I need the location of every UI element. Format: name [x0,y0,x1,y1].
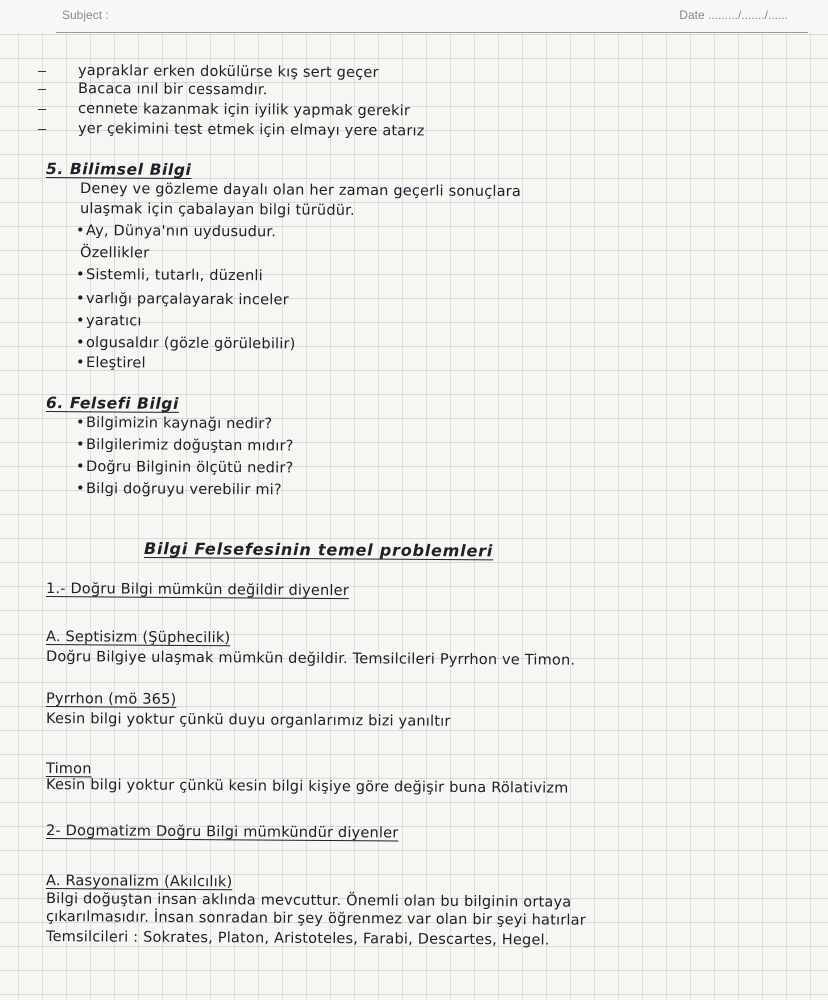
note-line: • yaratıcı [86,312,818,335]
note-line: • Bilgilerimiz doğuştan mıdır? [86,436,818,459]
note-line: Bilgi Felsefesinin temel problemleri [143,539,494,561]
note-line: 5. Bilimsel Bilgi [45,160,192,180]
note-line: • Ay, Dünya'nın uydusudur. [86,222,818,245]
note-line: Bilgi doğuştan insan aklında mevcuttur. Önemli olan bu bilginin ortaya [45,891,572,911]
note-line: A. Septisizm (Şüphecilik) [45,629,231,647]
margin-mark [38,89,46,90]
note-line: A. Rasyonalizm (Akılcılık) [45,873,233,891]
note-line: • varlığı parçalayarak inceler [86,290,818,313]
note-line: • Eleştirel [86,354,818,377]
note-line: Temsilcileri : Sokrates, Platon, Aristoteles, Farabi, Descartes, Hegel. [45,929,550,949]
note-line: • Bilgi doğruyu verebilir mi? [86,480,818,503]
subject-label: Subject : [62,8,109,22]
note-line: 2- Dogmatizm Doğru Bilgi mümkündür diyenler [45,823,399,842]
note-line: Deney ve gözleme dayalı olan her zaman geçerli sonuçlara [79,181,522,201]
note-line: yapraklar erken dokülürse kış sert geçer [77,63,379,82]
note-line: ulaşmak için çabalayan bilgi türüdür. [79,201,355,219]
note-line: 1.- Doğru Bilgi mümkün değildir diyenler [45,581,349,600]
note-line: yer çekimini test etmek için elmayı yere atarız [77,121,425,140]
note-line: Özellikler [79,245,150,262]
note-line: Kesin bilgi yoktur çünkü duyu organlarımız bizi yanıltır [45,711,451,730]
note-line: Kesin bilgi yoktur çünkü kesin bilgi kişiye göre değişir buna Rölativizm [45,777,569,797]
note-line: • Doğru Bilginin ölçütü nedir? [86,458,818,481]
note-line: cennete kazanmak için iyilik yapmak gerekir [77,101,411,120]
header-rule [56,32,808,33]
note-line: • olgusaldır (gözle görülebilir) [86,334,818,357]
margin-mark [38,129,46,130]
note-line: • Sistemli, tutarlı, düzenli [86,266,818,289]
note-line: Bacaca ınıl bir cessamdır. [77,81,268,99]
note-line: 6. Felsefi Bilgi [45,394,179,413]
note-line: Pyrrhon (mö 365) [45,691,177,708]
margin-mark [38,71,46,72]
note-line: • Bilgimizin kaynağı nedir? [86,414,818,437]
note-line: çıkarılmasıdır. İnsan sonradan bir şey öğrenmez var olan bir şeyi hatırlar [45,909,586,929]
note-line: Timon [45,761,92,778]
date-label: Date ........./......./...... [679,8,788,22]
note-line: Doğru Bilgiye ulaşmak mümkün değildir. Temsilcileri Pyrrhon ve Timon. [45,649,576,669]
margin-mark [38,109,46,110]
